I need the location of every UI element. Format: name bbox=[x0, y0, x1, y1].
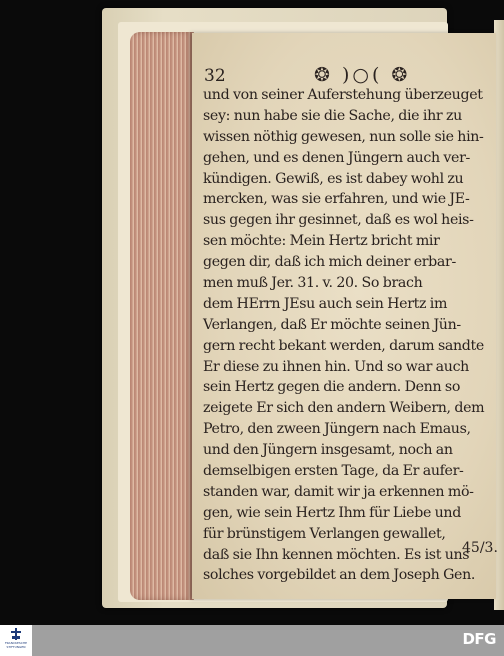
text-line: demselbigen ersten Tage, da Er aufer- bbox=[203, 463, 464, 480]
text-line: gegen dir, daß ich mich deiner erbar- bbox=[203, 254, 456, 271]
text-line: Petro, den zween Jüngern nach Emaus, bbox=[203, 421, 471, 438]
text-line: sen möchte: Mein Hertz bricht mir bbox=[203, 233, 440, 250]
text-line: und von seiner Auferstehung überzeuget bbox=[203, 87, 483, 103]
dfg-logo[interactable]: DFG bbox=[462, 630, 496, 648]
text-line: wissen nöthig gewesen, nun solle sie hin- bbox=[203, 128, 484, 145]
text-line: zeigete Er sich den andern Weibern, dem bbox=[203, 400, 485, 417]
text-line: solches vorgebildet an dem Joseph Gen. bbox=[203, 567, 476, 584]
library-logo[interactable] bbox=[0, 625, 32, 656]
text-line: men muß Jer. 31. v. 20. So brach bbox=[203, 275, 423, 292]
catchword: 45/3. bbox=[462, 540, 498, 556]
text-line: gehen, und es denen Jüngern auch ver- bbox=[203, 149, 470, 166]
library-logo-text: FRANCKESCHE STIFTUNGEN bbox=[4, 641, 28, 649]
text-line: und den Jüngern insgesamt, noch an bbox=[203, 442, 453, 459]
page-edges bbox=[130, 32, 194, 600]
viewer-footer-bar bbox=[0, 625, 504, 656]
text-line: Er diese zu ihnen hin. Und so war auch bbox=[203, 358, 469, 375]
page-text bbox=[203, 85, 493, 586]
text-line: für brünstigem Verlangen gewallet, bbox=[203, 525, 446, 542]
text-line: daß sie Ihn kennen möchten. Es ist uns bbox=[203, 546, 470, 563]
franckesche-stiftungen-logo-icon bbox=[10, 628, 22, 640]
text-line: standen war, damit wir ja erkennen mö- bbox=[203, 483, 474, 500]
page-number: 32 bbox=[204, 66, 226, 86]
text-line: sus gegen ihr gesinnet, daß es wol heis- bbox=[203, 212, 474, 229]
text-line: kündigen. Gewiß, es ist dabey wohl zu bbox=[203, 170, 464, 187]
text-line: Verlangen, daß Er möchte seinen Jün- bbox=[203, 316, 461, 333]
text-line: gen, wie sein Hertz Ihm für Liebe und bbox=[203, 504, 461, 521]
text-line: dem HErrn JEsu auch sein Hertz im bbox=[203, 295, 448, 312]
text-line: sey: nun habe sie die Sache, die ihr zu bbox=[203, 107, 462, 124]
text-line: sein Hertz gegen die andern. Denn so bbox=[203, 379, 461, 396]
header-ornament: ❂ )○( ❂ bbox=[314, 64, 411, 86]
text-line: gern recht bekant werden, darum sandte bbox=[203, 337, 484, 354]
text-line: mercken, was sie erfahren, und wie JE- bbox=[203, 191, 470, 208]
